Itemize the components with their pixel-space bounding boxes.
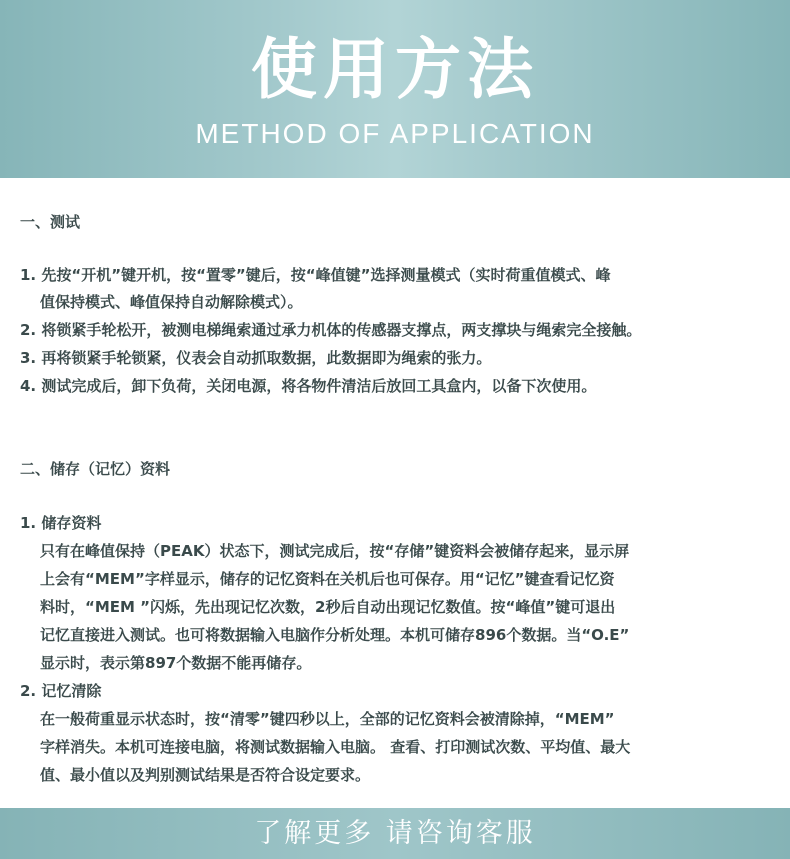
page-subtitle: METHOD OF APPLICATION	[195, 118, 595, 149]
memory-clear-text-line: 值、最小值以及判别测试结果是否符合设定要求。	[40, 766, 371, 784]
contact-service-text: 了解更多 请咨询客服	[254, 818, 536, 849]
test-step-4: 4. 测试完成后，卸下负荷，关闭电源，将各物件清洁后放回工具盒内，以备下次使用。	[20, 377, 597, 395]
storage-subheading: 1. 储存资料	[20, 514, 102, 532]
storage-text-line: 上会有“MEM”字样显示，储存的记忆资料在关机后也可保存。用“记忆”键查看记忆资	[40, 570, 615, 588]
storage-text-line: 料时，“MEM ”闪烁，先出现记忆次数，2秒后自动出现记忆数值。按“峰值”键可退出	[40, 598, 616, 616]
footer-banner	[0, 808, 790, 859]
test-step-2: 2. 将锁紧手轮松开，被测电梯绳索通过承力机体的传感器支撑点，两支撑块与绳索完全接触。	[20, 321, 642, 339]
test-step-1-cont: 值保持模式、峰值保持自动解除模式）。	[40, 293, 303, 311]
section-heading-storage: 二、储存（记忆）资料	[20, 460, 171, 478]
memory-clear-text-line: 在一般荷重显示状态时，按“清零”键四秒以上，全部的记忆资料会被清除掉，“MEM”	[40, 710, 615, 728]
storage-text-line: 只有在峰值保持（PEAK）状态下，测试完成后，按“存储”键资料会被储存起来，显示屏	[40, 542, 630, 560]
test-step-3: 3. 再将锁紧手轮锁紧，仪表会自动抓取数据，此数据即为绳索的张力。	[20, 349, 492, 367]
page-title: 使用方法	[251, 31, 539, 108]
storage-text-line: 显示时，表示第897个数据不能再储存。	[40, 654, 312, 672]
memory-clear-subheading: 2. 记忆清除	[20, 682, 102, 700]
memory-clear-text-line: 字样消失。本机可连接电脑，将测试数据输入电脑。 查看、打印测试次数、平均值、最大	[40, 738, 631, 756]
instructions-content	[0, 178, 790, 808]
section-heading-test: 一、测试	[20, 213, 81, 231]
storage-text-line: 记忆直接进入测试。也可将数据输入电脑作分析处理。本机可储存896个数据。当“O.E”	[40, 626, 630, 644]
test-step-1: 1. 先按“开机”键开机，按“置零”键后，按“峰值键”选择测量模式（实时荷重值模式、峰	[20, 266, 611, 284]
header-banner	[0, 0, 790, 178]
